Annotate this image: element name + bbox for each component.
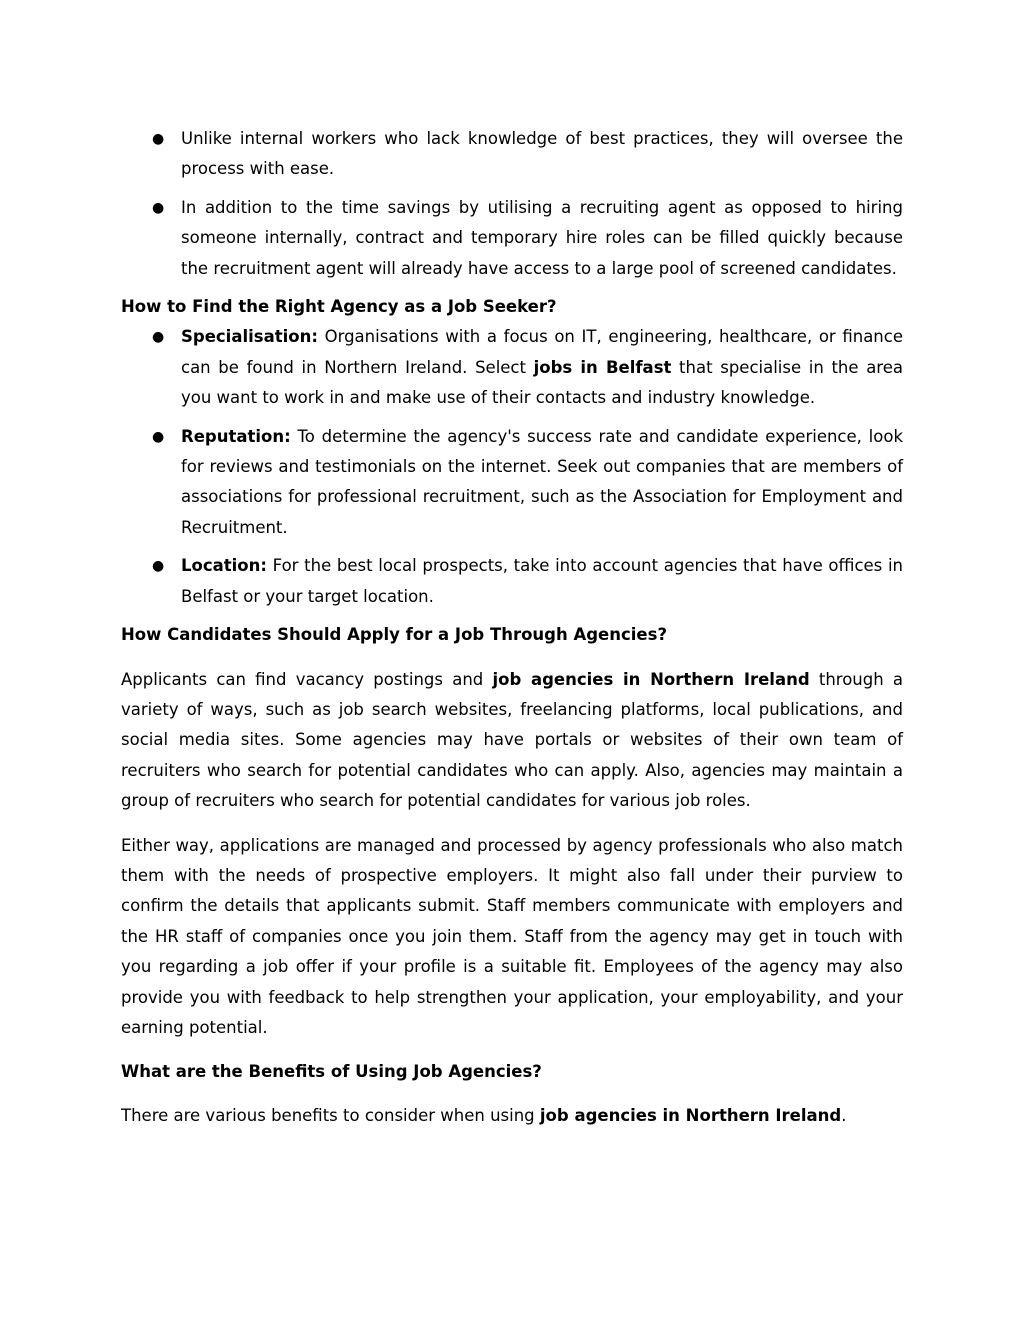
- term-label: Location:: [181, 556, 267, 576]
- list-item-text: Unlike internal workers who lack knowledge of best practices, they will oversee the process with ease.: [181, 129, 903, 179]
- section-heading-find-agency: How to Find the Right Agency as a Job Seeker?: [121, 297, 557, 317]
- document-page: [121, 124, 903, 1131]
- section-heading-apply: How Candidates Should Apply for a Job Through Agencies?: [121, 625, 668, 645]
- paragraph-text: Applicants can find vacancy postings and: [121, 669, 493, 689]
- bullet-icon: ●: [152, 329, 165, 346]
- keyword-job-agencies: job agencies in Northern Ireland: [492, 669, 810, 689]
- list-item-text: To determine the agency's success rate and candidate experience, look for reviews and testimonials on the internet. Seek out companies that are members of associations for professional recruitment, such as the Association for Employment and Recruitment.: [181, 426, 903, 537]
- list-item: [121, 193, 903, 284]
- term-label: Reputation:: [181, 426, 291, 446]
- bullet-icon: ●: [152, 131, 165, 147]
- term-label: Specialisation:: [181, 327, 318, 347]
- paragraph-text: through a variety of ways, such as job search websites, freelancing platforms, local publications, and social media sites. Some agencies may have portals or websites of their own team of recruiters who search for potential candidates who can apply. Also, agencies may maintain a group of recruiters who search for potential candidates for various job roles.: [121, 669, 903, 811]
- list-item-specialisation: [121, 322, 903, 413]
- list-item-text: Organisations with a focus on IT, engineering, healthcare, or finance can be found in Northern Ireland. Select: [181, 327, 903, 377]
- paragraph-benefits: [121, 1101, 903, 1131]
- paragraph-text: There are various benefits to consider when using: [121, 1105, 540, 1125]
- paragraph-apply-2: Either way, applications are managed and processed by agency professionals who also match them with the needs of prospective employers. It might also fall under their purview to confirm the details that applicants submit. Staff members communicate with employers and the HR staff of companies once you join them. Staff from the agency may get in touch with you regarding a job offer if your profile is a suitable fit. Employees of the agency may also provide you with feedback to help strengthen your application, your employability, and your earning potential.: [121, 835, 903, 1037]
- bullet-icon: ●: [152, 199, 165, 216]
- bullet-list-intro: [121, 124, 903, 284]
- section-heading-benefits: What are the Benefits of Using Job Agencies?: [121, 1062, 542, 1082]
- paragraph-text: .: [841, 1105, 847, 1125]
- keyword-job-agencies: job agencies in Northern Ireland: [539, 1105, 842, 1125]
- keyword-jobs-in-belfast: jobs in Belfast: [533, 357, 672, 377]
- list-item-text: For the best local prospects, take into account agencies that have offices in Belfast or your target location.: [181, 556, 903, 606]
- list-item: [121, 124, 903, 185]
- bullet-icon: ●: [152, 558, 165, 575]
- bullet-icon: ●: [152, 428, 165, 445]
- paragraph-apply-1: [121, 665, 903, 817]
- list-item-text: that specialise in the area you want to work in and make use of their contacts and industry knowledge.: [181, 357, 903, 408]
- list-item-text: In addition to the time savings by utilising a recruiting agent as opposed to hiring someone internally, contract and temporary hire roles can be filled quickly because the recruitment agent will already have access to a large pool of screened candidates.: [181, 197, 903, 278]
- list-item-location: [121, 551, 903, 612]
- list-item-reputation: [121, 422, 903, 544]
- bullet-list-find-agency: [121, 322, 903, 612]
